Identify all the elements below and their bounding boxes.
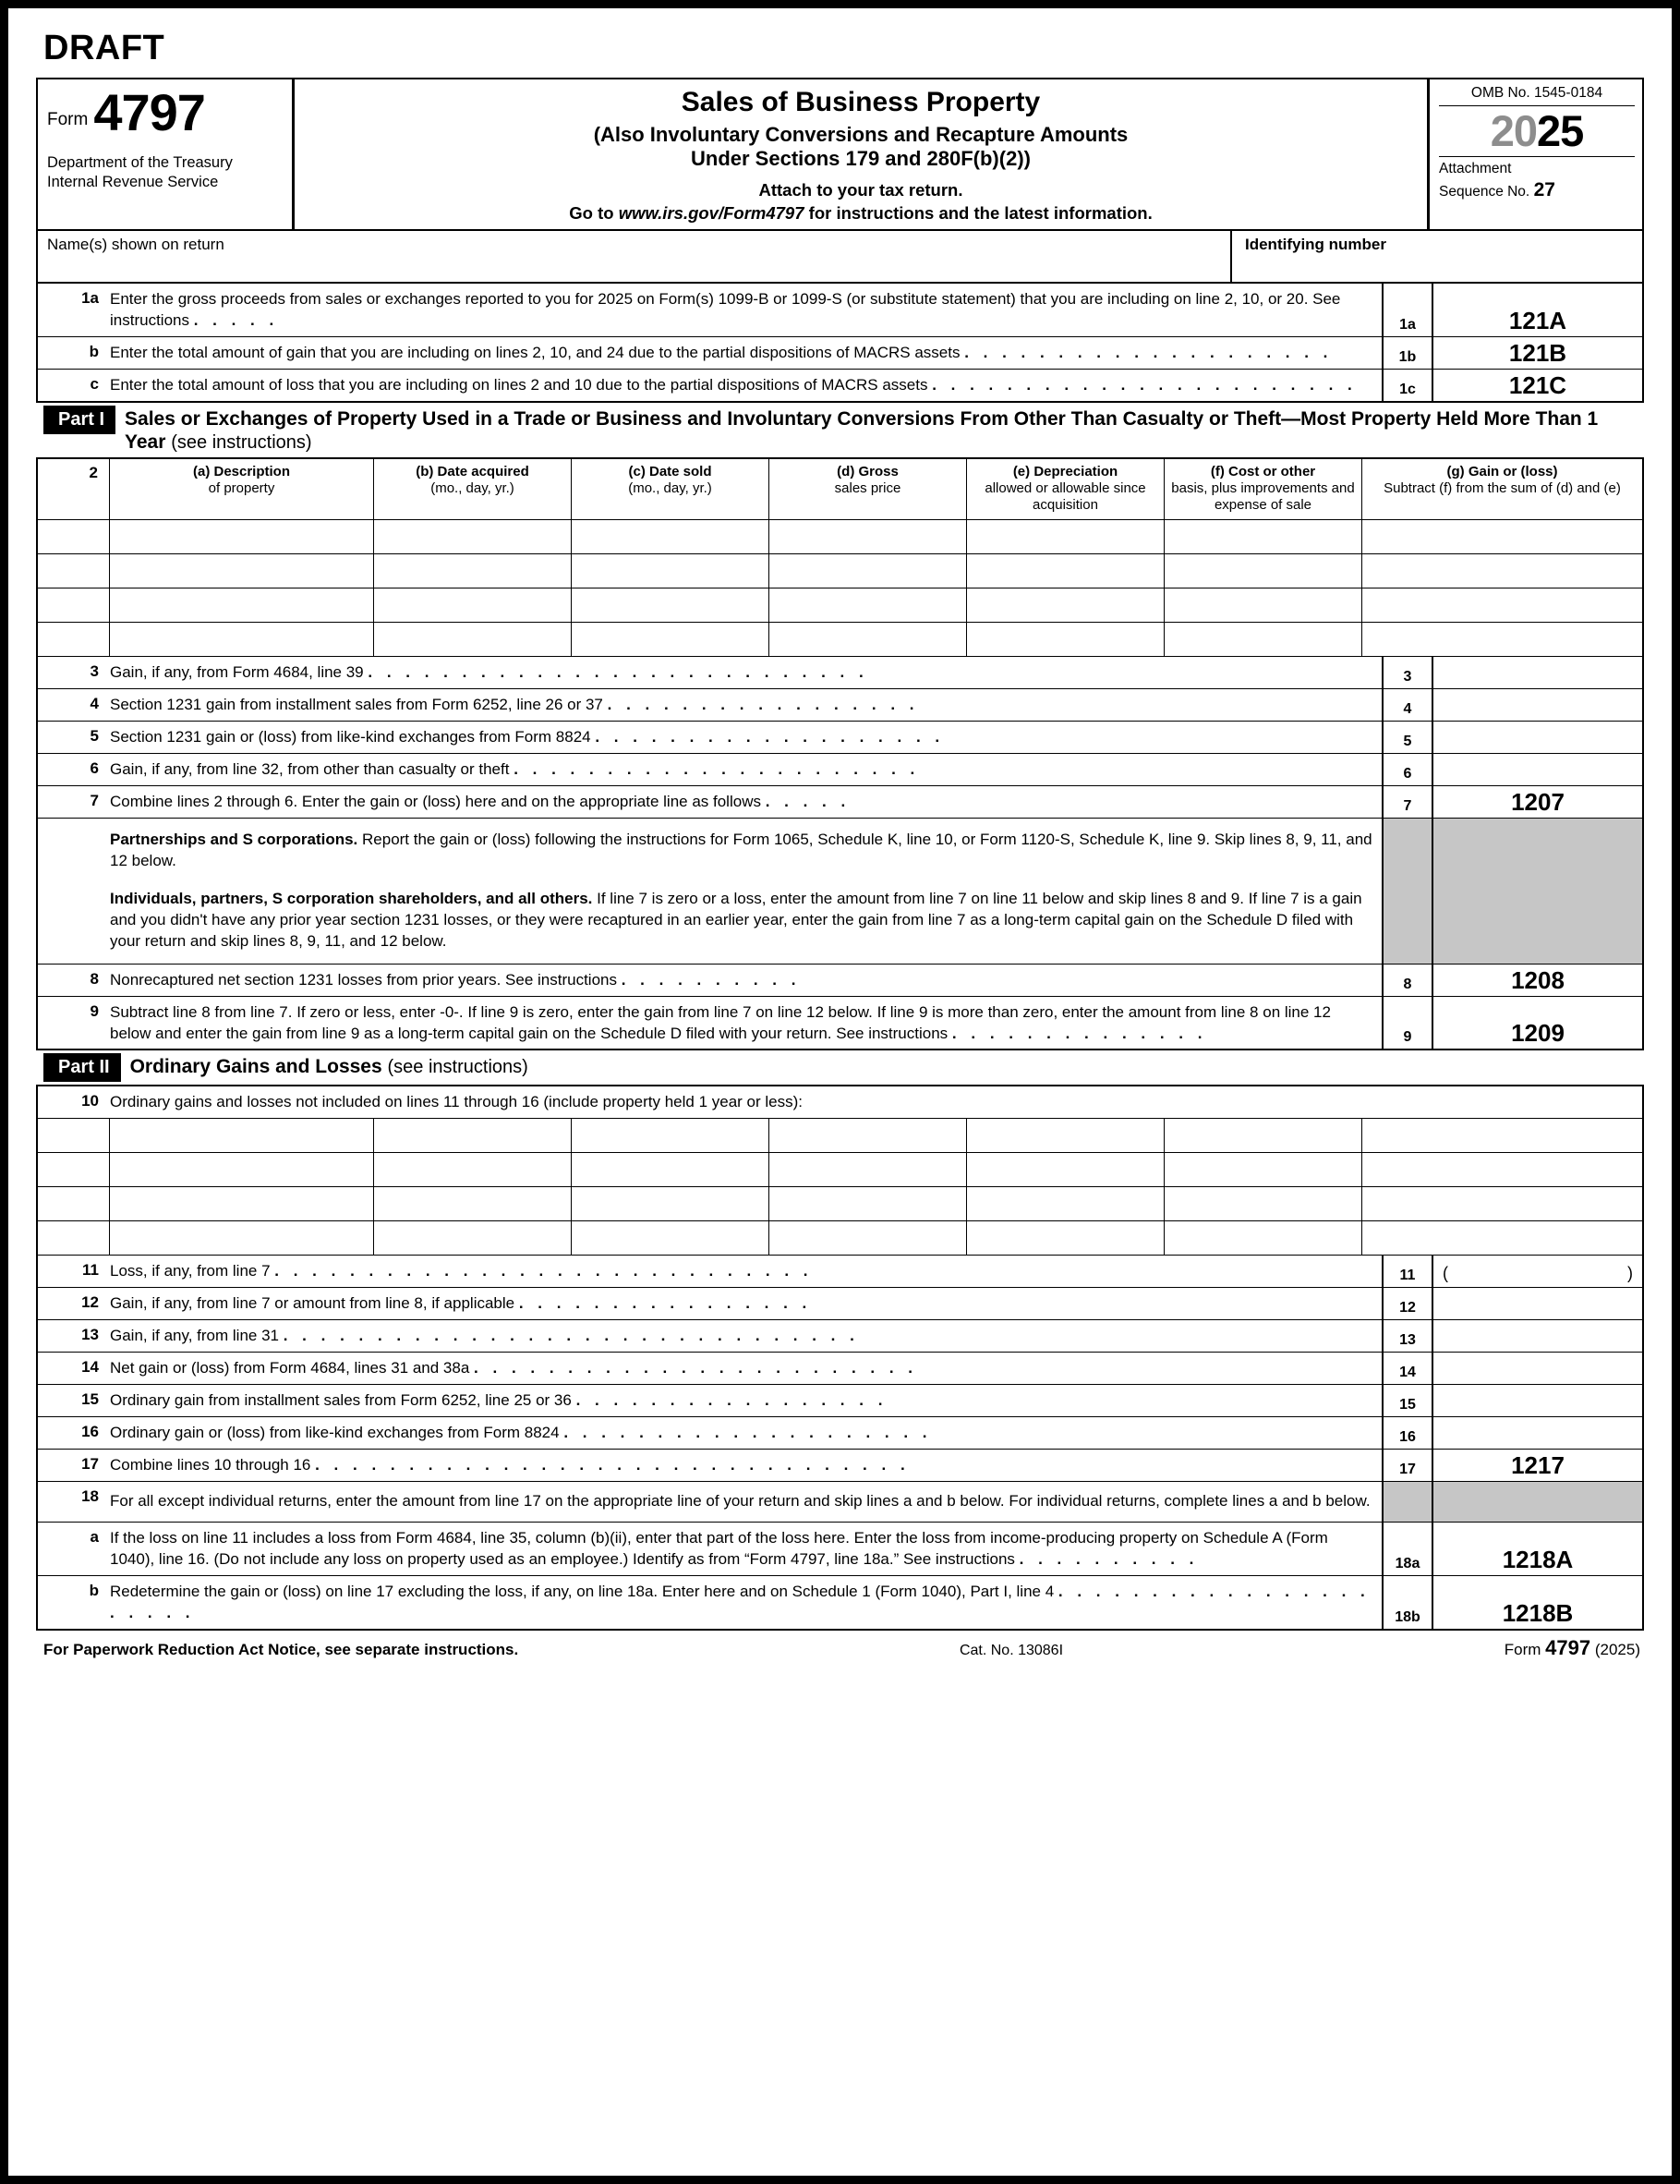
attach-instruction: Attach to your tax return. — [758, 180, 963, 200]
part-1-heading — [125, 403, 1644, 457]
cell-gross-sales-price[interactable] — [769, 520, 967, 553]
line-3-amount[interactable] — [1433, 657, 1642, 688]
line-1c-description — [110, 370, 1382, 401]
cell-date-acquired[interactable] — [374, 1119, 572, 1152]
column-header-a-sub: of property — [208, 480, 275, 497]
leader-dots: . . . . . . . . . . . . . . . . . . . . . . . — [932, 375, 1358, 394]
line-10-number: 10 — [81, 1092, 99, 1110]
line-13-row — [38, 1320, 1642, 1353]
form-header-center — [295, 79, 1430, 229]
line-18a-row — [38, 1523, 1642, 1576]
cell-depreciation[interactable] — [967, 1153, 1165, 1186]
leader-dots: . . . . . . . . . . . . . . . . . — [607, 696, 919, 714]
column-header-f — [1165, 459, 1362, 519]
row-line-number — [38, 554, 110, 588]
line-15-text: Ordinary gain from installment sales from Form 6252, line 25 or 36 — [110, 1391, 572, 1410]
line-18-description: For all except individual returns, enter the amount from line 17 on the appropriate line of your return and skip lines a and b below. For individual returns, complete lines a and b below. — [110, 1491, 1371, 1510]
row-line-number — [38, 1153, 110, 1186]
leader-dots: . . . . . . . . . . . . . . . . . . . — [595, 728, 945, 746]
cell-date-sold[interactable] — [572, 588, 769, 622]
omb-number: OMB No. 1545-0184 — [1439, 85, 1635, 106]
line-17-text: Combine lines 10 through 16 — [110, 1456, 311, 1474]
line-7-number: 7 — [90, 792, 99, 810]
column-header-c-bold: (c) Date sold — [628, 464, 712, 480]
line-7-row — [38, 786, 1642, 819]
part-2-heading-note: (see instructions) — [387, 1057, 528, 1078]
line-12-row — [38, 1288, 1642, 1320]
page-subtitle-line1: (Also Involuntary Conversions and Recapture Amounts — [593, 122, 1129, 146]
line-4-box: 4 — [1382, 689, 1433, 721]
cell-description[interactable] — [110, 520, 374, 553]
cell-date-sold[interactable] — [572, 1153, 769, 1186]
line-16-description — [110, 1417, 1382, 1449]
cell-gross-sales-price[interactable] — [769, 1153, 967, 1186]
line-18b-text: Redetermine the gain or (loss) on line 17 excluding the loss, if any, on line 18a. Enter here and on Schedule 1 (Form 1040), Part I, line 4 — [110, 1582, 1055, 1600]
line-15-description — [110, 1385, 1382, 1416]
cell-depreciation[interactable] — [967, 623, 1165, 656]
line-8-text: Nonrecaptured net section 1231 losses from prior years. See instructions — [110, 970, 617, 989]
leader-dots: . . . . . . . . . . . . . . . . . . . . . . . . . . . . . . . — [283, 1327, 860, 1345]
line-7-text: Combine lines 2 through 6. Enter the gain or (loss) here and on the appropriate line as follows — [110, 793, 761, 811]
leader-dots: . . . . . . . . . . — [621, 970, 801, 989]
line-1b-row — [38, 337, 1642, 370]
line-6-amount[interactable] — [1433, 754, 1642, 785]
line-5-text: Section 1231 gain or (loss) from like-kind exchanges from Form 8824 — [110, 728, 591, 746]
line-9-row — [38, 997, 1642, 1050]
cell-description[interactable] — [110, 1153, 374, 1186]
line-8-description — [110, 965, 1382, 996]
part-2-body — [36, 1086, 1644, 1628]
draft-watermark: DRAFT — [43, 29, 165, 67]
column-header-c-sub: (mo., day, yr.) — [628, 480, 712, 497]
row-line-number — [38, 1187, 110, 1220]
line-18a-box: 18a — [1382, 1523, 1433, 1575]
part-1-body — [36, 459, 1644, 1049]
table-row[interactable] — [38, 1119, 1642, 1153]
line-9-description — [110, 997, 1382, 1050]
line-18b-row — [38, 1576, 1642, 1629]
line-1b-text: Enter the total amount of gain that you are including on lines 2, 10, and 24 due to the partial dispositions of MACRS assets — [110, 344, 961, 362]
line-5-row — [38, 722, 1642, 754]
column-header-g-sub: Subtract (f) from the sum of (d) and (e) — [1384, 480, 1621, 497]
cell-date-sold[interactable] — [572, 1119, 769, 1152]
notes-amount-shaded — [1433, 819, 1642, 964]
line-9-amount[interactable]: 1209 — [1511, 1019, 1565, 1048]
line-14-description — [110, 1353, 1382, 1384]
line-2-number: 2 — [38, 459, 110, 519]
tax-year — [1439, 106, 1635, 157]
line-8-amount[interactable]: 1208 — [1511, 965, 1565, 994]
cell-date-sold[interactable] — [572, 1187, 769, 1220]
leader-dots: . . . . . . . . . . . . . . . . . . . . . . . . — [474, 1359, 918, 1377]
line-18a-description — [110, 1523, 1382, 1575]
part-2-heading — [130, 1050, 534, 1082]
line-3-number: 3 — [90, 662, 99, 681]
line-14-box: 14 — [1382, 1353, 1433, 1384]
cell-date-acquired[interactable] — [374, 520, 572, 553]
cell-description[interactable] — [110, 623, 374, 656]
line-6-row — [38, 754, 1642, 786]
cell-gross-sales-price[interactable] — [769, 623, 967, 656]
column-header-f-bold: (f) Cost or other — [1210, 464, 1316, 480]
line-9-text: Subtract line 8 from line 7. If zero or less, enter -0-. If line 9 is zero, enter the gain from line 7 on line 12 below. If line 9 is more than zero, enter the amount from line 8 on line 12 below and enter the gain from line 9 as a long-term capital gain on the Schedule D filed with your return. See instructions — [110, 1002, 1331, 1042]
cell-depreciation[interactable] — [967, 554, 1165, 588]
table-row[interactable] — [38, 520, 1642, 554]
line-4-text: Section 1231 gain from installment sales from Form 6252, line 26 or 37 — [110, 696, 603, 714]
attachment-sequence — [1439, 157, 1635, 201]
line-3-description — [110, 657, 1382, 688]
column-header-e-sub: allowed or allowable since acquisition — [985, 480, 1146, 514]
part-1-heading-bold: Sales or Exchanges of Property Used in a Trade or Business and Involuntary Conversions From Other Than Casualty or Theft—Most Property Held More Than 1 Year — [125, 407, 1599, 454]
leader-dots: . . . . . . . . . . . . . . . . — [518, 1294, 812, 1313]
line-12-amount[interactable] — [1433, 1288, 1642, 1319]
line-11-number: 11 — [82, 1261, 99, 1280]
line-17-box: 17 — [1382, 1450, 1433, 1481]
column-header-e-bold: (e) Depreciation — [1012, 464, 1118, 480]
column-header-b-bold: (b) Date acquired — [416, 464, 529, 480]
table-row[interactable] — [38, 1221, 1642, 1256]
goto-instruction — [300, 203, 1421, 224]
leader-dots: . . . . . . . . . . — [1019, 1549, 1199, 1568]
line-18b-number: b — [89, 1581, 99, 1599]
cell-cost-basis[interactable] — [1165, 1119, 1362, 1152]
part-2-heading-bold: Ordinary Gains and Losses — [129, 1056, 382, 1078]
line-14-text: Net gain or (loss) from Form 4684, lines 31 and 38a — [110, 1359, 470, 1377]
part-1-tag: Part I — [43, 406, 115, 434]
line-5-description — [110, 722, 1382, 753]
line-8-row — [38, 965, 1642, 997]
page-subtitle — [300, 123, 1421, 173]
line-1c-amount[interactable]: 121C — [1508, 370, 1567, 399]
table-row[interactable] — [38, 1153, 1642, 1187]
paperwork-notice: For Paperwork Reduction Act Notice, see separate instructions. — [43, 1640, 519, 1658]
leader-dots: . . . . . — [765, 793, 851, 811]
line-5-box: 5 — [1382, 722, 1433, 753]
line-16-text: Ordinary gain or (loss) from like-kind exchanges from Form 8824 — [110, 1424, 560, 1442]
line-1b-description — [110, 337, 1382, 369]
line-17-number: 17 — [81, 1455, 99, 1474]
paren-open: ( — [1443, 1264, 1448, 1283]
cell-cost-basis[interactable] — [1165, 554, 1362, 588]
line-18-row — [38, 1482, 1642, 1523]
cell-description[interactable] — [110, 1187, 374, 1220]
line-1b-amount[interactable]: 121B — [1508, 338, 1567, 367]
line-13-description — [110, 1320, 1382, 1352]
line-18b-description — [110, 1576, 1382, 1629]
line-1c-text: Enter the total amount of loss that you are including on lines 2 and 10 due to the partial dispositions of MACRS assets — [110, 375, 928, 394]
line-6-description — [110, 754, 1382, 785]
line-10-row — [38, 1086, 1642, 1119]
part-2-banner — [36, 1049, 1644, 1086]
line-5-amount[interactable] — [1433, 722, 1642, 753]
row-line-number — [38, 1221, 110, 1255]
notes-spacer — [38, 819, 110, 964]
row-line-number — [38, 520, 110, 553]
line-3-row — [38, 657, 1642, 689]
line-18b-amount[interactable]: 1218B — [1502, 1598, 1574, 1627]
leader-dots: . . . . . . . . . . . . . . . . . . . . . . . . . . . . . . . . — [315, 1456, 911, 1474]
line-14-row — [38, 1353, 1642, 1385]
line-1a-row — [38, 284, 1642, 337]
attachment-label: Attachment — [1439, 161, 1512, 177]
form-identifier — [47, 83, 284, 141]
tax-year-prefix: 20 — [1490, 106, 1537, 155]
cell-cost-basis[interactable] — [1165, 588, 1362, 622]
column-header-a — [110, 459, 374, 519]
line-1a-box: 1a — [1382, 284, 1433, 336]
line-7-description — [110, 786, 1382, 818]
cell-date-acquired[interactable] — [374, 554, 572, 588]
line-16-number: 16 — [81, 1423, 99, 1441]
cell-depreciation[interactable] — [967, 520, 1165, 553]
cell-depreciation[interactable] — [967, 1187, 1165, 1220]
part-1-notes-row — [38, 819, 1642, 965]
line-10-description: Ordinary gains and losses not included on lines 11 through 16 (include property held 1 year or less): — [110, 1093, 804, 1111]
column-header-c — [572, 459, 769, 519]
leader-dots: . . . . . . . . . . . . . . . . . . . . . . — [110, 1582, 1371, 1621]
tax-year-suffix: 25 — [1537, 106, 1584, 155]
cell-date-sold[interactable] — [572, 623, 769, 656]
cell-date-acquired[interactable] — [374, 1221, 572, 1255]
column-header-b-sub: (mo., day, yr.) — [430, 480, 514, 497]
column-header-e — [967, 459, 1165, 519]
cell-depreciation[interactable] — [967, 1119, 1165, 1152]
column-header-d-bold: (d) Gross — [837, 464, 899, 480]
line-1a-description — [110, 284, 1382, 336]
column-header-g-bold: (g) Gain or (loss) — [1446, 464, 1558, 480]
cell-gain-loss[interactable] — [1362, 1221, 1642, 1255]
leader-dots: . . . . . . . . . . . . . . . . . . . . — [964, 344, 1333, 362]
row-line-number — [38, 588, 110, 622]
cell-gain-loss[interactable] — [1362, 1187, 1642, 1220]
line-15-row — [38, 1385, 1642, 1417]
cell-description[interactable] — [110, 554, 374, 588]
column-header-f-sub: basis, plus improvements and expense of sale — [1171, 480, 1355, 514]
line-12-box: 12 — [1382, 1288, 1433, 1319]
form-word-label: Form — [47, 110, 89, 129]
line-17-amount[interactable]: 1217 — [1511, 1450, 1565, 1479]
table-row[interactable] — [38, 623, 1642, 657]
line-13-box: 13 — [1382, 1320, 1433, 1352]
cell-cost-basis[interactable] — [1165, 520, 1362, 553]
line-18b-box: 18b — [1382, 1576, 1433, 1629]
line-4-number: 4 — [90, 695, 99, 713]
line-1a-number: 1a — [81, 289, 99, 308]
notes-box-spacer — [1382, 819, 1433, 964]
line-8-number: 8 — [90, 969, 99, 988]
part-1-banner — [36, 401, 1644, 459]
line-12-description — [110, 1288, 1382, 1319]
catalog-number: Cat. No. 13086I — [959, 1642, 1064, 1658]
line-15-box: 15 — [1382, 1385, 1433, 1416]
column-header-g — [1362, 459, 1642, 519]
form-header — [36, 78, 1644, 231]
line-6-box: 6 — [1382, 754, 1433, 785]
cell-gain-loss[interactable] — [1362, 623, 1642, 656]
leader-dots: . . . . . . . . . . . . . . . . . . . . . . . . . . . — [368, 663, 869, 682]
line-1c-number: c — [90, 374, 99, 393]
cell-date-acquired[interactable] — [374, 623, 572, 656]
leader-dots: . . . . . — [193, 311, 279, 330]
goto-url[interactable]: www.irs.gov/Form4797 — [618, 203, 804, 224]
line-9-box: 9 — [1382, 997, 1433, 1050]
cell-date-sold[interactable] — [572, 554, 769, 588]
cell-depreciation[interactable] — [967, 1221, 1165, 1255]
paren-close: ) — [1627, 1264, 1633, 1283]
line-15-number: 15 — [81, 1390, 99, 1409]
leader-dots: . . . . . . . . . . . . . . . . . . . . . . — [514, 760, 920, 779]
line-12-number: 12 — [81, 1293, 99, 1312]
leader-dots: . . . . . . . . . . . . . . . . . — [575, 1391, 888, 1410]
page-title: Sales of Business Property — [681, 87, 1041, 117]
line-6-text: Gain, if any, from line 32, from other than casualty or theft — [110, 760, 510, 779]
line-17-row — [38, 1450, 1642, 1482]
cell-date-acquired[interactable] — [374, 1153, 572, 1186]
cell-gain-loss[interactable] — [1362, 520, 1642, 553]
line-12-text: Gain, if any, from line 7 or amount from line 8, if applicable — [110, 1294, 515, 1313]
part-1-heading-note: (see instructions) — [171, 432, 312, 454]
line-18-number: 18 — [81, 1486, 99, 1505]
table-row[interactable] — [38, 588, 1642, 623]
column-header-d-sub: sales price — [834, 480, 901, 497]
goto-prefix: Go to — [569, 203, 619, 224]
attachment-seq-number: 27 — [1533, 178, 1555, 200]
line-16-box: 16 — [1382, 1417, 1433, 1449]
line-18-box-spacer — [1382, 1482, 1433, 1522]
leader-dots: . . . . . . . . . . . . . . — [951, 1024, 1207, 1042]
cell-cost-basis[interactable] — [1165, 623, 1362, 656]
line-3-box: 3 — [1382, 657, 1433, 688]
form-header-right — [1430, 79, 1642, 229]
line-7-box: 7 — [1382, 786, 1433, 818]
form-inner — [8, 8, 1672, 2176]
column-header-d — [769, 459, 967, 519]
row-line-number — [38, 623, 110, 656]
goto-suffix: for instructions and the latest information. — [804, 203, 1153, 224]
name-field-label[interactable]: Name(s) shown on return — [38, 231, 1232, 282]
line-3-text: Gain, if any, from Form 4684, line 39 — [110, 663, 364, 682]
part-1-notes — [110, 819, 1382, 964]
identifying-number-label[interactable]: Identifying number — [1245, 236, 1386, 254]
line-1c-row — [38, 370, 1642, 401]
page-subtitle-line2: Under Sections 179 and 280F(b)(2)) — [691, 147, 1031, 171]
column-header-b — [374, 459, 572, 519]
note-partnerships-text: Report the gain or (loss) following the instructions for Form 1065, Schedule K, line 10, or Form 1120-S, Schedule K, line 9. Skip lines 8, 9, 11, and 12 below. — [110, 830, 1372, 869]
cell-gain-loss[interactable] — [1362, 588, 1642, 622]
footer-form-label — [1505, 1636, 1640, 1660]
line-17-description — [110, 1450, 1382, 1481]
table-row[interactable] — [38, 1187, 1642, 1221]
line-1c-box: 1c — [1382, 370, 1433, 401]
line-14-amount[interactable] — [1433, 1353, 1642, 1384]
note-partnerships-bold: Partnerships and S corporations. — [110, 830, 358, 848]
line-9-number: 9 — [90, 1001, 99, 1020]
leader-dots: . . . . . . . . . . . . . . . . . . . . — [563, 1424, 933, 1442]
department-label: Department of the Treasury Internal Revenue Service — [47, 154, 233, 190]
line-16-amount[interactable] — [1433, 1417, 1642, 1449]
line-13-number: 13 — [81, 1326, 99, 1344]
line-11-text: Loss, if any, from line 7 — [110, 1262, 271, 1280]
line-5-number: 5 — [90, 727, 99, 746]
line-11-description — [110, 1256, 1382, 1287]
part-2-tag: Part II — [43, 1053, 121, 1082]
cell-description[interactable] — [110, 1221, 374, 1255]
cell-gross-sales-price[interactable] — [769, 1221, 967, 1255]
lines-1-block — [36, 284, 1644, 401]
part-1-column-headers — [38, 459, 1642, 520]
cell-description[interactable] — [110, 588, 374, 622]
line-7-amount[interactable]: 1207 — [1511, 787, 1565, 816]
note-individuals-text: If line 7 is zero or a loss, enter the amount from line 7 on line 11 below and skip lines 8 and 9. If line 7 is a gain and you didn't have any prior year section 1231 losses, or they were recaptured in an earlier year, enter the gain from line 7 as a long-term capital gain on the Schedule D filed with your return and skip lines 8, 9, 11, and 12 below. — [110, 889, 1362, 950]
attachment-seq-label: Sequence No. — [1439, 183, 1530, 200]
cell-date-acquired[interactable] — [374, 1187, 572, 1220]
line-1b-box: 1b — [1382, 337, 1433, 369]
cell-gross-sales-price[interactable] — [769, 1187, 967, 1220]
line-1a-text: Enter the gross proceeds from sales or exchanges reported to you for 2025 on Form(s) 1099-B or 1099-S (or substitute statement) that you are including on line 2, 10, or 20. See instructions — [110, 290, 1341, 330]
footer-form-number: 4797 — [1545, 1635, 1591, 1659]
line-15-amount[interactable] — [1433, 1385, 1642, 1416]
line-14-number: 14 — [81, 1358, 99, 1377]
cell-cost-basis[interactable] — [1165, 1187, 1362, 1220]
taxpayer-row — [36, 231, 1644, 284]
cell-date-sold[interactable] — [572, 1221, 769, 1255]
line-13-amount[interactable] — [1433, 1320, 1642, 1352]
line-18a-amount[interactable]: 1218A — [1502, 1545, 1574, 1573]
cell-depreciation[interactable] — [967, 588, 1165, 622]
cell-gain-loss[interactable] — [1362, 1119, 1642, 1152]
line-6-number: 6 — [90, 759, 99, 778]
cell-gross-sales-price[interactable] — [769, 554, 967, 588]
column-header-a-bold: (a) Description — [192, 464, 290, 480]
footer-form-word: Form — [1504, 1640, 1541, 1658]
line-18-amount-shaded — [1433, 1482, 1642, 1522]
cell-gross-sales-price[interactable] — [769, 1119, 967, 1152]
line-18a-text: If the loss on line 11 includes a loss from Form 4684, line 35, column (b)(ii), enter that part of the loss here. Enter the loss from income-producing property on Schedule A (Form 1040), line 16. (Do not include any loss on property used as an employee.) Identify as from “Form 4797, line 18a.” See instructions — [110, 1528, 1328, 1568]
line-16-row — [38, 1417, 1642, 1450]
line-13-text: Gain, if any, from line 31 — [110, 1327, 279, 1345]
footer-form-year: (2025) — [1594, 1640, 1640, 1658]
cell-gain-loss[interactable] — [1362, 1153, 1642, 1186]
line-11-box: 11 — [1382, 1256, 1433, 1287]
line-4-row — [38, 689, 1642, 722]
table-row[interactable] — [38, 554, 1642, 588]
form-number: 4797 — [93, 83, 205, 141]
cell-cost-basis[interactable] — [1165, 1153, 1362, 1186]
note-individuals-bold: Individuals, partners, S corporation shareholders, and all others. — [110, 889, 593, 907]
leader-dots: . . . . . . . . . . . . . . . . . . . . . . . . . . . . . — [274, 1262, 814, 1280]
line-11-row — [38, 1256, 1642, 1288]
cell-cost-basis[interactable] — [1165, 1221, 1362, 1255]
cell-date-acquired[interactable] — [374, 588, 572, 622]
line-11-amount[interactable] — [1433, 1256, 1642, 1287]
line-1b-number: b — [89, 343, 99, 361]
line-18a-number: a — [90, 1527, 99, 1546]
cell-gross-sales-price[interactable] — [769, 588, 967, 622]
line-4-description — [110, 689, 1382, 721]
cell-description[interactable] — [110, 1119, 374, 1152]
line-8-box: 8 — [1382, 965, 1433, 996]
form-header-left — [38, 79, 295, 229]
row-line-number — [38, 1119, 110, 1152]
page-footer — [36, 1631, 1644, 1660]
line-1a-amount[interactable]: 121A — [1508, 307, 1567, 335]
cell-gain-loss[interactable] — [1362, 554, 1642, 588]
cell-date-sold[interactable] — [572, 520, 769, 553]
line-4-amount[interactable] — [1433, 689, 1642, 721]
